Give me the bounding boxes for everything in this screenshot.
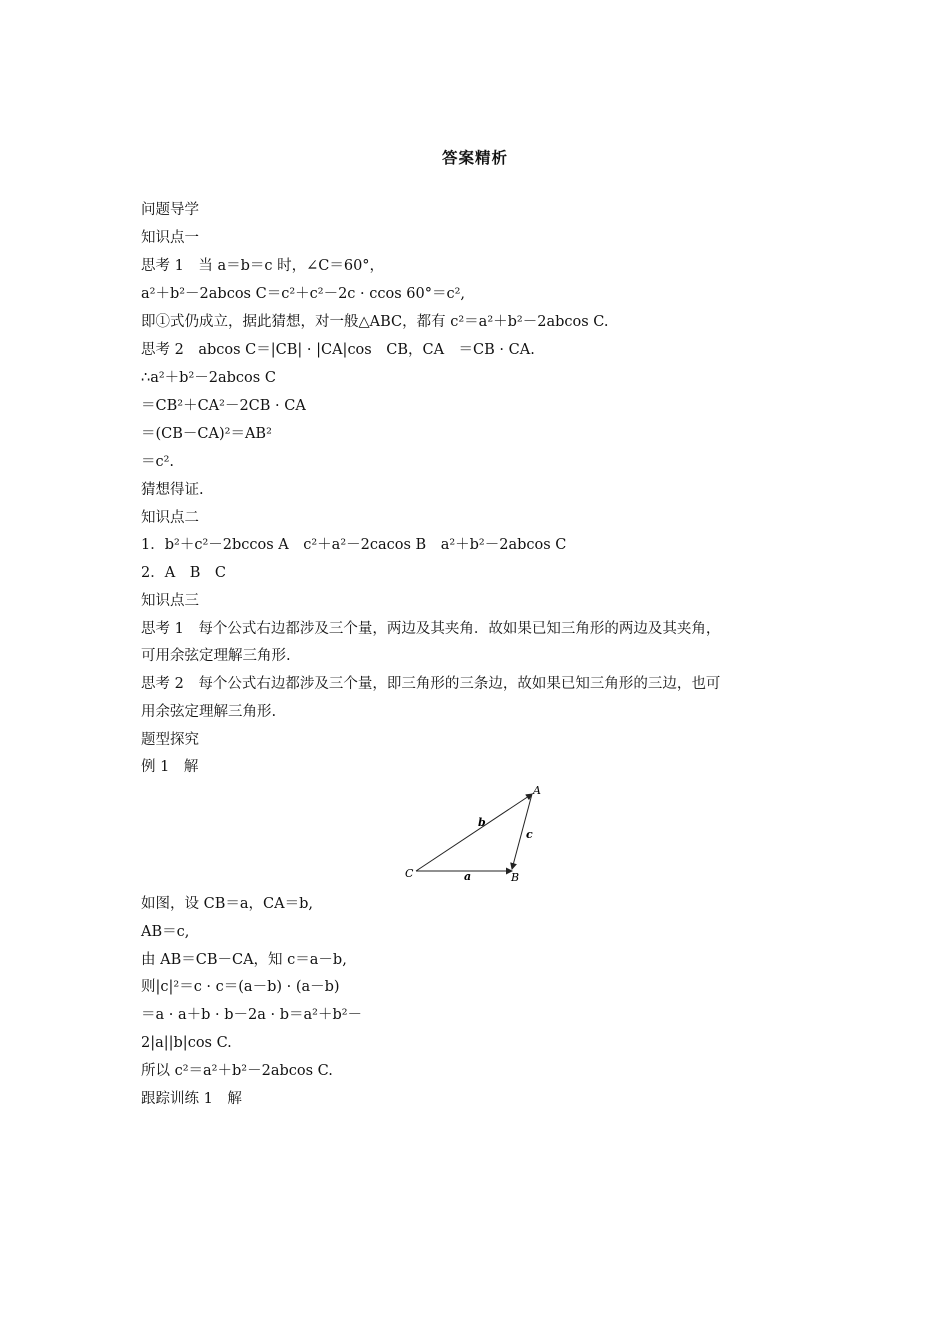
text-line: 知识点三 (141, 593, 199, 609)
text-line: 知识点一 (141, 230, 199, 246)
text-line: ＝c². (141, 454, 175, 470)
page-title: 答案精析 (441, 148, 508, 167)
text-line: 思考 2 每个公式右边都涉及三个量，即三角形的三条边，故如果已知三角形的三边，也可 (141, 676, 721, 692)
text-line: 猜想得证. (141, 482, 204, 498)
text-line: 思考 1 当 a＝b＝c 时，∠C＝60°， (141, 258, 385, 274)
text-line: ＝a · a＋b · b－2a · b＝a²＋b²－ (141, 1007, 363, 1023)
text-line: 思考 1 每个公式右边都涉及三个量，两边及其夹角．故如果已知三角形的两边及其夹角， (141, 621, 721, 637)
text-line: 由 AB＝CB－CA，知 c＝a－b, (141, 952, 347, 968)
text-line: a²＋b²－2abcos C＝c²＋c²－2c · ccos 60°＝c², (141, 286, 466, 302)
text-line: 如图，设 CB＝a，CA＝b, (141, 896, 313, 912)
text-line: 1．b²＋c²－2bccos A c²＋a²－2cacos B a²＋b²－2abcos C (141, 537, 567, 553)
text-line: 题型探究 (141, 732, 199, 748)
vertex-a-label: A (533, 784, 541, 797)
text-line: 例 1 解 (141, 759, 199, 775)
text-line: ∴a²＋b²－2abcos C (141, 370, 276, 386)
text-line: 思考 2 abcos C＝|CB| · |CA|cos CB，CA ＝CB · CA. (141, 342, 535, 358)
vertex-c-label: C (405, 867, 414, 880)
triangle-figure (400, 782, 550, 886)
vertex-b-label: B (511, 871, 520, 884)
text-line: ＝(CB－CA)²＝AB² (141, 426, 272, 442)
text-line: 所以 c²＝a²＋b²－2abcos C. (141, 1063, 333, 1079)
text-line: 知识点二 (141, 510, 199, 526)
text-line: 则|c|²＝c · c＝(a－b) · (a－b) (141, 979, 340, 995)
text-line: 用余弦定理解三角形. (141, 704, 277, 720)
side-c-label: c (526, 828, 533, 841)
text-line: 问题导学 (141, 202, 199, 218)
text-line: 2|a||b|cos C. (141, 1035, 232, 1051)
text-line: ＝CB²＋CA²－2CB · CA (141, 398, 306, 414)
text-line: 2．A B C (141, 565, 226, 581)
text-line: 可用余弦定理解三角形. (141, 648, 291, 664)
text-line: 跟踪训练 1 解 (141, 1091, 242, 1107)
side-b-label: b (478, 816, 486, 829)
side-a-label: a (464, 870, 472, 883)
text-line: 即①式仍成立，据此猜想，对一般△ABC，都有 c²＝a²＋b²－2abcos C. (141, 314, 609, 330)
text-line: AB＝c, (141, 924, 190, 940)
